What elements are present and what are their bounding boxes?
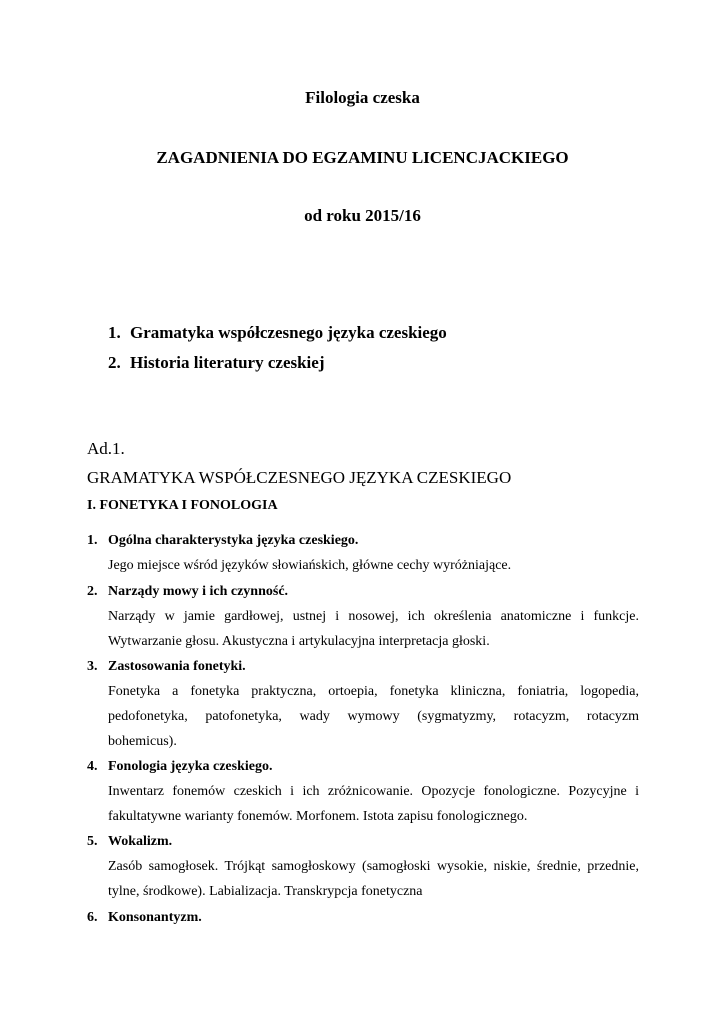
description-line: bohemicus). [108,734,177,749]
description-line: Wytwarzanie głosu. Akustyczna i artykulacyjna interpretacja głoski. [108,634,490,649]
description-line: Inwentarz fonemów czeskich i ich zróżnicowanie. Opozycje fonologiczne. Pozycyjne i [108,784,639,799]
item-title: Ogólna charakterystyka języka czeskiego. [108,533,359,548]
toc-label: Historia literatury czeskiej [130,353,325,372]
item-description [108,604,639,654]
item-title: Narządy mowy i ich czynność. [108,584,289,599]
description-line: Zasób samogłosek. Trójkąt samogłoskowy (samogłoski wysokie, niskie, średnie, przednie, [108,859,639,874]
description-line: pedofonetyka, patofonetyka, wady wymowy (sygmatyzmy, rotacyzm, rotacyzm [108,709,639,724]
description-line: Fonetyka a fonetyka praktyczna, ortoepia, fonetyka kliniczna, foniatria, logopedia, [108,684,639,699]
item-number: 1. [87,533,98,548]
toc-item [108,353,325,373]
description-line: tylne, środkowe). Labializacja. Transkrypcja fonetyczna [108,884,423,899]
item-title: Fonologia języka czeskiego. [108,759,273,774]
item-number: 2. [87,584,98,599]
item-number: 5. [87,834,98,849]
subsection-title: I. FONETYKA I FONOLOGIA [87,498,278,513]
item-title: Konsonantyzm. [108,910,202,925]
item-title: Zastosowania fonetyki. [108,659,246,674]
document-title: ZAGADNIENIA DO EGZAMINU LICENCJACKIEGO [156,148,569,167]
toc-label: Gramatyka współczesnego języka czeskiego [130,323,447,342]
toc-item [108,323,447,343]
description-line: fakultatywne warianty fonemów. Morfonem. Istota zapisu fonologicznego. [108,809,528,824]
item-description [108,553,639,578]
item-description [108,779,639,829]
description-line: Narządy w jamie gardłowej, ustnej i nosowej, ich określenia anatomiczne i funkcje. [108,609,639,624]
faculty-heading: Filologia czeska [305,88,420,107]
section-main-title: GRAMATYKA WSPÓŁCZESNEGO JĘZYKA CZESKIEGO [87,468,512,487]
ad-label: Ad.1. [87,439,125,458]
year-heading: od roku 2015/16 [304,206,421,225]
item-number: 3. [87,659,98,674]
item-number: 6. [87,910,98,925]
toc-number: 1. [108,323,121,342]
item-description [108,854,639,904]
description-line: Jego miejsce wśród języków słowiańskich, główne cechy wyróżniające. [108,558,512,573]
item-description [108,679,639,754]
item-number: 4. [87,759,98,774]
item-title: Wokalizm. [108,834,173,849]
toc-number: 2. [108,353,121,372]
